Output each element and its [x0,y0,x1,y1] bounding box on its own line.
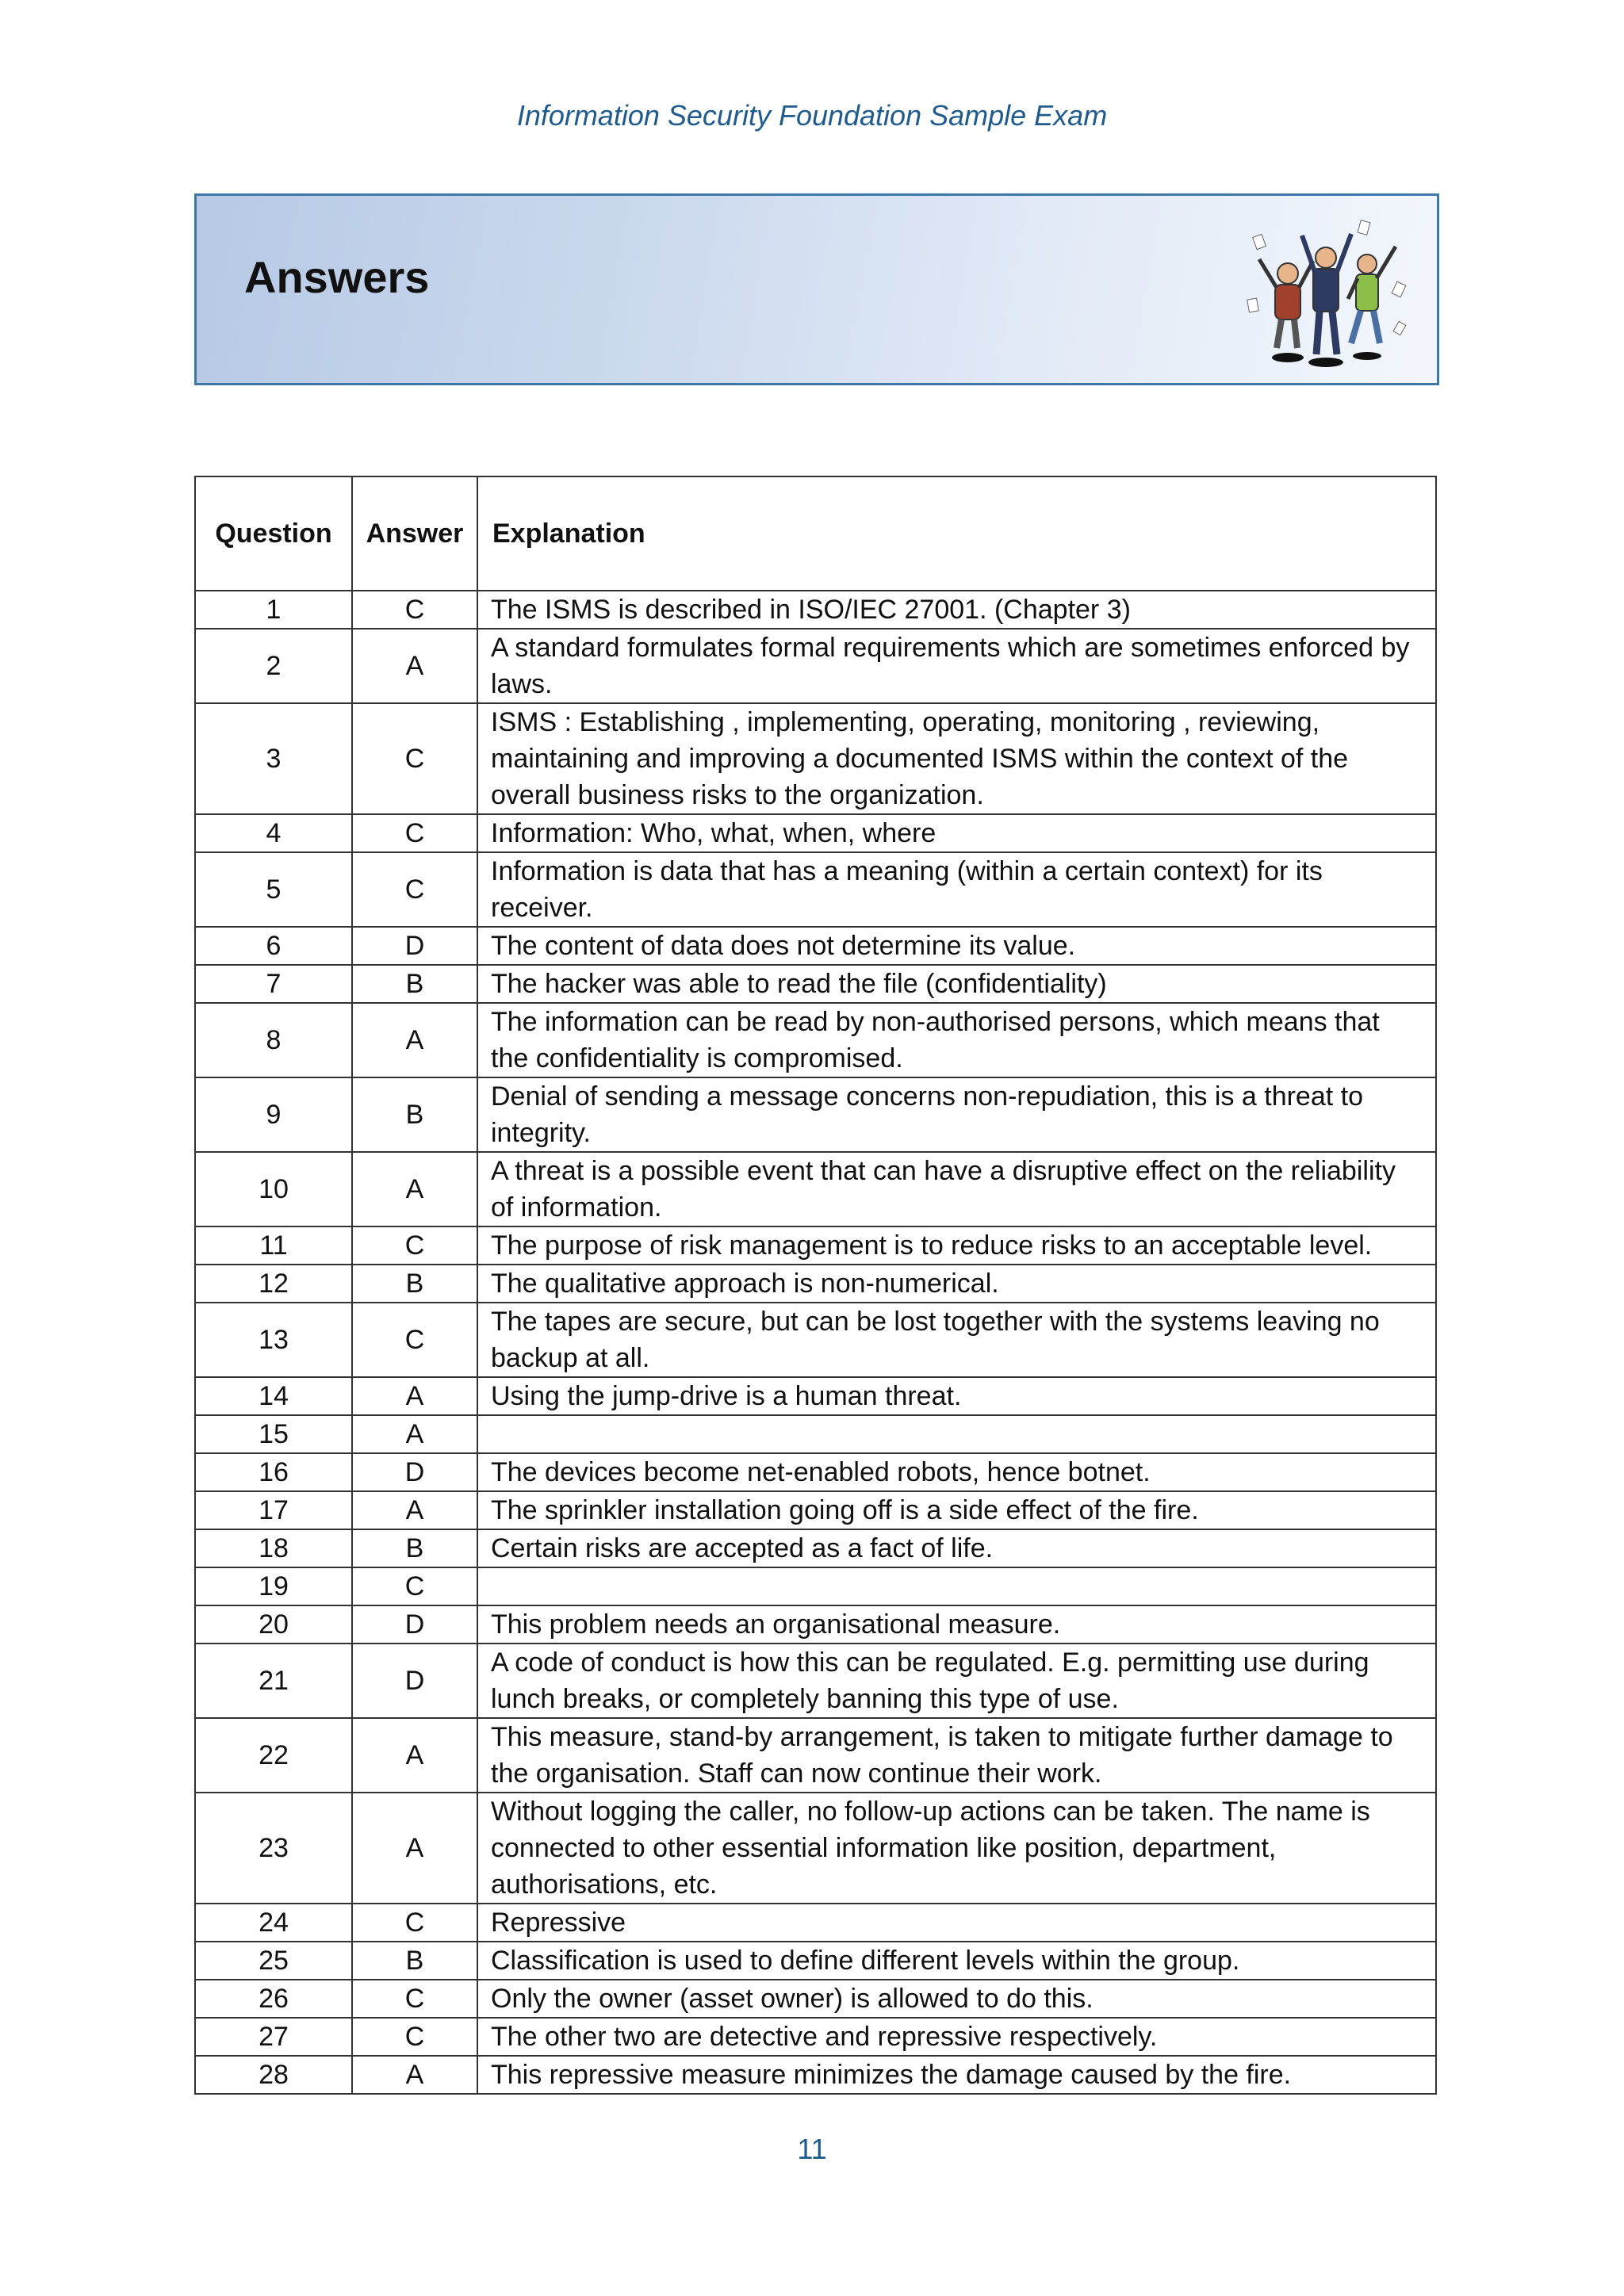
document-header-title: Information Security Foundation Sample Exam [516,99,1108,132]
section-title: Answers [244,252,430,302]
table-row [195,1453,1436,1491]
table-row [195,1226,1436,1265]
explanation-cell: This problem needs an organisational measure. [477,1605,1436,1644]
explanation-cell: A threat is a possible event that can have a disruptive effect on the reliability of information. [477,1152,1436,1226]
question-number-cell: 24 [195,1904,352,1942]
column-header-question: Question [195,476,352,591]
answers-table-body [195,591,1436,2094]
answer-cell: B [352,1265,477,1303]
question-number-cell: 22 [195,1718,352,1793]
column-header-answer: Answer [352,476,477,591]
question-number-cell: 18 [195,1529,352,1567]
answer-cell: C [352,852,477,927]
table-row [195,1567,1436,1605]
answer-cell: D [352,1605,477,1644]
section-banner [194,193,1439,385]
explanation-cell: A code of conduct is how this can be regulated. E.g. permitting use during lunch breaks, or completely banning this type of use. [477,1644,1436,1718]
table-row [195,1491,1436,1529]
table-row [195,1605,1436,1644]
explanation-cell: Denial of sending a message concerns non-repudiation, this is a threat to integrity. [477,1077,1436,1152]
question-number-cell: 21 [195,1644,352,1718]
table-row [195,814,1436,852]
table-row [195,1303,1436,1377]
table-row [195,965,1436,1003]
question-number-cell: 1 [195,591,352,629]
explanation-cell: The tapes are secure, but can be lost together with the systems leaving no backup at all. [477,1303,1436,1377]
explanation-cell [477,1567,1436,1605]
explanation-cell: ISMS : Establishing , implementing, operating, monitoring , reviewing, maintaining and improving a documented ISMS within the context of the overall business risks to the organization. [477,703,1436,814]
table-row [195,1980,1436,2018]
answer-cell: C [352,1567,477,1605]
table-row [195,1077,1436,1152]
answer-cell: A [352,1003,477,1077]
explanation-cell: The ISMS is described in ISO/IEC 27001. (Chapter 3) [477,591,1436,629]
question-number-cell: 3 [195,703,352,814]
explanation-cell: The qualitative approach is non-numerical. [477,1265,1436,1303]
answer-cell: C [352,591,477,629]
explanation-cell: This repressive measure minimizes the damage caused by the fire. [477,2056,1436,2094]
cheering-people-illustration [1240,212,1415,370]
answer-cell: C [352,814,477,852]
question-number-cell: 11 [195,1226,352,1265]
table-row [195,1793,1436,1904]
question-number-cell: 26 [195,1980,352,2018]
answer-cell: C [352,1980,477,2018]
answer-cell: D [352,927,477,965]
question-number-cell: 17 [195,1491,352,1529]
page-number: 11 [797,2133,827,2165]
table-row [195,629,1436,703]
question-number-cell: 2 [195,629,352,703]
answer-cell: C [352,2018,477,2056]
answer-cell: C [352,1226,477,1265]
table-row [195,1415,1436,1453]
explanation-cell: Without logging the caller, no follow-up actions can be taken. The name is connected to other essential information like position, department, authorisations, etc. [477,1793,1436,1904]
question-number-cell: 15 [195,1415,352,1453]
explanation-cell: The sprinkler installation going off is a side effect of the fire. [477,1491,1436,1529]
table-row [195,2056,1436,2094]
question-number-cell: 13 [195,1303,352,1377]
table-row [195,591,1436,629]
table-row [195,1377,1436,1415]
answer-cell: C [352,703,477,814]
answer-cell: A [352,1152,477,1226]
column-header-explanation: Explanation [477,476,1436,591]
answer-cell: A [352,2056,477,2094]
explanation-cell: This measure, stand-by arrangement, is taken to mitigate further damage to the organisation. Staff can now continue their work. [477,1718,1436,1793]
explanation-cell: A standard formulates formal requirements which are sometimes enforced by laws. [477,629,1436,703]
question-number-cell: 8 [195,1003,352,1077]
question-number-cell: 20 [195,1605,352,1644]
question-number-cell: 23 [195,1793,352,1904]
table-row [195,1904,1436,1942]
question-number-cell: 25 [195,1942,352,1980]
table-row [195,703,1436,814]
answer-cell: A [352,1377,477,1415]
explanation-cell [477,1415,1436,1453]
table-header-row [195,476,1436,591]
question-number-cell: 16 [195,1453,352,1491]
answer-cell: A [352,1718,477,1793]
explanation-cell: Using the jump-drive is a human threat. [477,1377,1436,1415]
explanation-cell: Only the owner (asset owner) is allowed to do this. [477,1980,1436,2018]
question-number-cell: 9 [195,1077,352,1152]
table-row [195,927,1436,965]
table-row [195,1529,1436,1567]
answer-cell: A [352,629,477,703]
table-row [195,1003,1436,1077]
explanation-cell: Classification is used to define different levels within the group. [477,1942,1436,1980]
question-number-cell: 6 [195,927,352,965]
question-number-cell: 5 [195,852,352,927]
explanation-cell: The information can be read by non-authorised persons, which means that the confidentiality is compromised. [477,1003,1436,1077]
table-row [195,1644,1436,1718]
answer-cell: A [352,1415,477,1453]
answer-cell: B [352,1942,477,1980]
answer-cell: B [352,965,477,1003]
explanation-cell: The purpose of risk management is to reduce risks to an acceptable level. [477,1226,1436,1265]
table-row [195,2018,1436,2056]
question-number-cell: 27 [195,2018,352,2056]
answer-cell: C [352,1303,477,1377]
answer-cell: C [352,1904,477,1942]
answer-cell: A [352,1793,477,1904]
answer-cell: B [352,1077,477,1152]
question-number-cell: 19 [195,1567,352,1605]
explanation-cell: Information is data that has a meaning (within a certain context) for its receiver. [477,852,1436,927]
explanation-cell: The devices become net-enabled robots, hence botnet. [477,1453,1436,1491]
question-number-cell: 28 [195,2056,352,2094]
table-row [195,1152,1436,1226]
explanation-cell: The hacker was able to read the file (confidentiality) [477,965,1436,1003]
answer-cell: A [352,1491,477,1529]
question-number-cell: 4 [195,814,352,852]
question-number-cell: 10 [195,1152,352,1226]
table-row [195,1718,1436,1793]
question-number-cell: 12 [195,1265,352,1303]
question-number-cell: 7 [195,965,352,1003]
question-number-cell: 14 [195,1377,352,1415]
answers-table [194,476,1437,2095]
answer-cell: D [352,1453,477,1491]
table-row [195,1942,1436,1980]
explanation-cell: Information: Who, what, when, where [477,814,1436,852]
table-row [195,1265,1436,1303]
answer-cell: B [352,1529,477,1567]
explanation-cell: Repressive [477,1904,1436,1942]
explanation-cell: The other two are detective and repressive respectively. [477,2018,1436,2056]
explanation-cell: Certain risks are accepted as a fact of life. [477,1529,1436,1567]
answer-cell: D [352,1644,477,1718]
table-row [195,852,1436,927]
explanation-cell: The content of data does not determine its value. [477,927,1436,965]
